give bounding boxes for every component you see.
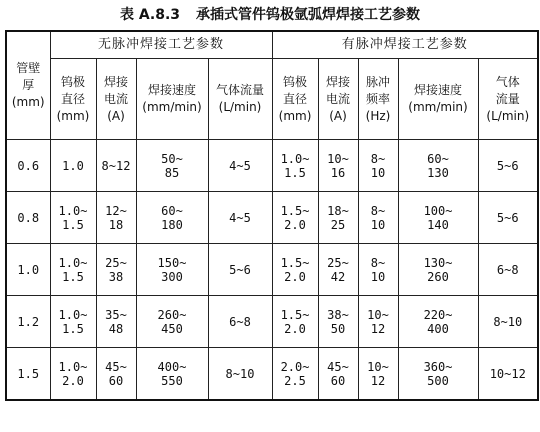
cell-text: 1.2 xyxy=(17,314,40,329)
cell-value xyxy=(208,140,272,192)
cell-text: 10~ 12 xyxy=(367,359,389,388)
cell-value xyxy=(136,244,208,296)
cell-value xyxy=(358,348,398,401)
header-np-tungsten-diameter xyxy=(50,59,96,140)
cell-text: 260~ 450 xyxy=(157,307,187,336)
table-number: 表 A.8.3 xyxy=(119,7,181,23)
cell-wall xyxy=(6,244,50,296)
cell-value xyxy=(96,348,136,401)
cell-text: 45~ 60 xyxy=(327,359,349,388)
cell-value xyxy=(50,140,96,192)
cell-value xyxy=(50,296,96,348)
cell-text: 50~ 85 xyxy=(161,151,183,180)
cell-value xyxy=(208,244,272,296)
cell-value xyxy=(50,244,96,296)
cell-value xyxy=(398,348,478,401)
header-label: 脉冲 频率 (Hz) xyxy=(365,74,391,123)
cell-text: 8~10 xyxy=(493,314,523,329)
cell-value xyxy=(50,348,96,401)
cell-value xyxy=(208,192,272,244)
header-group-no-pulse: 无脉冲焊接工艺参数 xyxy=(50,31,272,59)
cell-value xyxy=(96,244,136,296)
cell-text: 25~ 38 xyxy=(105,255,127,284)
cell-value xyxy=(478,296,538,348)
header-label: 气体 流量 (L/min) xyxy=(486,74,530,123)
header-row-columns xyxy=(6,59,538,140)
cell-value xyxy=(398,244,478,296)
cell-text: 8~10 xyxy=(225,366,255,381)
cell-value xyxy=(136,140,208,192)
cell-wall xyxy=(6,192,50,244)
cell-value xyxy=(318,244,358,296)
header-p-frequency xyxy=(358,59,398,140)
table-row xyxy=(6,244,538,296)
header-label: 钨极 直径 (mm) xyxy=(56,74,90,123)
cell-text: 1.5~ 2.0 xyxy=(280,255,310,284)
cell-value xyxy=(208,296,272,348)
welding-parameters-table xyxy=(5,30,539,401)
cell-wall xyxy=(6,140,50,192)
cell-text: 5~6 xyxy=(229,262,251,277)
cell-value xyxy=(478,244,538,296)
cell-text: 6~8 xyxy=(229,314,251,329)
cell-text: 8~ 10 xyxy=(370,151,386,180)
cell-text: 1.0~ 1.5 xyxy=(58,307,88,336)
header-np-speed xyxy=(136,59,208,140)
cell-wall xyxy=(6,348,50,401)
cell-value xyxy=(272,192,318,244)
cell-text: 45~ 60 xyxy=(105,359,127,388)
cell-text: 400~ 550 xyxy=(157,359,187,388)
cell-value xyxy=(478,192,538,244)
cell-text: 18~ 25 xyxy=(327,203,349,232)
header-wall-thickness xyxy=(6,31,50,140)
table-row xyxy=(6,348,538,401)
table-title: 承插式管件钨极氩弧焊焊接工艺参数 xyxy=(196,7,421,23)
header-label: 焊接速度 (mm/min) xyxy=(142,83,202,114)
cell-value xyxy=(318,192,358,244)
header-label: 焊接速度 (mm/min) xyxy=(408,83,468,114)
header-p-current xyxy=(318,59,358,140)
cell-text: 6~8 xyxy=(496,262,519,277)
cell-value xyxy=(136,348,208,401)
cell-text: 5~6 xyxy=(496,210,519,225)
cell-text: 60~ 130 xyxy=(427,151,449,180)
cell-text: 360~ 500 xyxy=(423,359,453,388)
cell-text: 100~ 140 xyxy=(423,203,453,232)
cell-value xyxy=(272,348,318,401)
cell-value xyxy=(358,244,398,296)
cell-text: 1.0~ 1.5 xyxy=(280,151,310,180)
cell-text: 4~5 xyxy=(229,210,251,225)
cell-value xyxy=(272,296,318,348)
cell-text: 0.8 xyxy=(17,210,40,225)
cell-value xyxy=(358,296,398,348)
cell-text: 10~12 xyxy=(489,366,526,381)
cell-value xyxy=(398,296,478,348)
cell-text: 10~ 12 xyxy=(367,307,389,336)
cell-value xyxy=(398,192,478,244)
cell-value xyxy=(358,192,398,244)
cell-value xyxy=(478,140,538,192)
header-np-gas-flow xyxy=(208,59,272,140)
cell-value xyxy=(136,192,208,244)
cell-wall xyxy=(6,296,50,348)
cell-value xyxy=(318,348,358,401)
cell-text: 1.0~ 2.0 xyxy=(58,359,88,388)
table-caption xyxy=(0,4,540,26)
cell-text: 25~ 42 xyxy=(327,255,349,284)
header-label: 钨极 直径 (mm) xyxy=(278,74,312,123)
header-group-pulse: 有脉冲焊接工艺参数 xyxy=(272,31,538,59)
header-row-groups xyxy=(6,31,538,59)
cell-text: 8~12 xyxy=(101,158,131,173)
header-p-speed xyxy=(398,59,478,140)
cell-value xyxy=(96,296,136,348)
header-np-current xyxy=(96,59,136,140)
cell-text: 1.0~ 1.5 xyxy=(58,203,88,232)
header-label: 气体流量 (L/min) xyxy=(216,83,265,114)
cell-value xyxy=(272,140,318,192)
cell-text: 38~ 50 xyxy=(327,307,349,336)
cell-text: 1.0 xyxy=(17,262,40,277)
cell-value xyxy=(318,296,358,348)
cell-value xyxy=(478,348,538,401)
header-label: 焊接 电流 (A) xyxy=(326,74,351,123)
cell-text: 12~ 18 xyxy=(105,203,127,232)
cell-value xyxy=(398,140,478,192)
cell-text: 10~ 16 xyxy=(327,151,349,180)
cell-value xyxy=(272,244,318,296)
cell-value xyxy=(208,348,272,401)
cell-value xyxy=(50,192,96,244)
cell-text: 220~ 400 xyxy=(423,307,453,336)
table-row xyxy=(6,296,538,348)
cell-text: 8~ 10 xyxy=(370,255,386,284)
cell-value xyxy=(136,296,208,348)
table-row xyxy=(6,192,538,244)
cell-text: 1.5~ 2.0 xyxy=(280,203,310,232)
cell-text: 130~ 260 xyxy=(423,255,453,284)
cell-value xyxy=(96,140,136,192)
cell-text: 1.5 xyxy=(17,366,40,381)
cell-text: 150~ 300 xyxy=(157,255,187,284)
cell-text: 2.0~ 2.5 xyxy=(280,359,310,388)
cell-text: 1.0~ 1.5 xyxy=(58,255,88,284)
cell-text: 60~ 180 xyxy=(161,203,183,232)
header-label: 焊接 电流 (A) xyxy=(103,74,128,123)
cell-text: 4~5 xyxy=(229,158,251,173)
cell-value xyxy=(318,140,358,192)
cell-value xyxy=(358,140,398,192)
cell-value xyxy=(96,192,136,244)
cell-text: 5~6 xyxy=(496,158,519,173)
header-wall-thickness-label: 管壁 厚 (mm) xyxy=(11,61,45,109)
cell-text: 35~ 48 xyxy=(105,307,127,336)
header-p-tungsten-diameter xyxy=(272,59,318,140)
header-p-gas-flow xyxy=(478,59,538,140)
cell-text: 0.6 xyxy=(17,158,40,173)
cell-text: 1.0 xyxy=(62,158,84,173)
table-row xyxy=(6,140,538,192)
cell-text: 1.5~ 2.0 xyxy=(280,307,310,336)
cell-text: 8~ 10 xyxy=(370,203,386,232)
